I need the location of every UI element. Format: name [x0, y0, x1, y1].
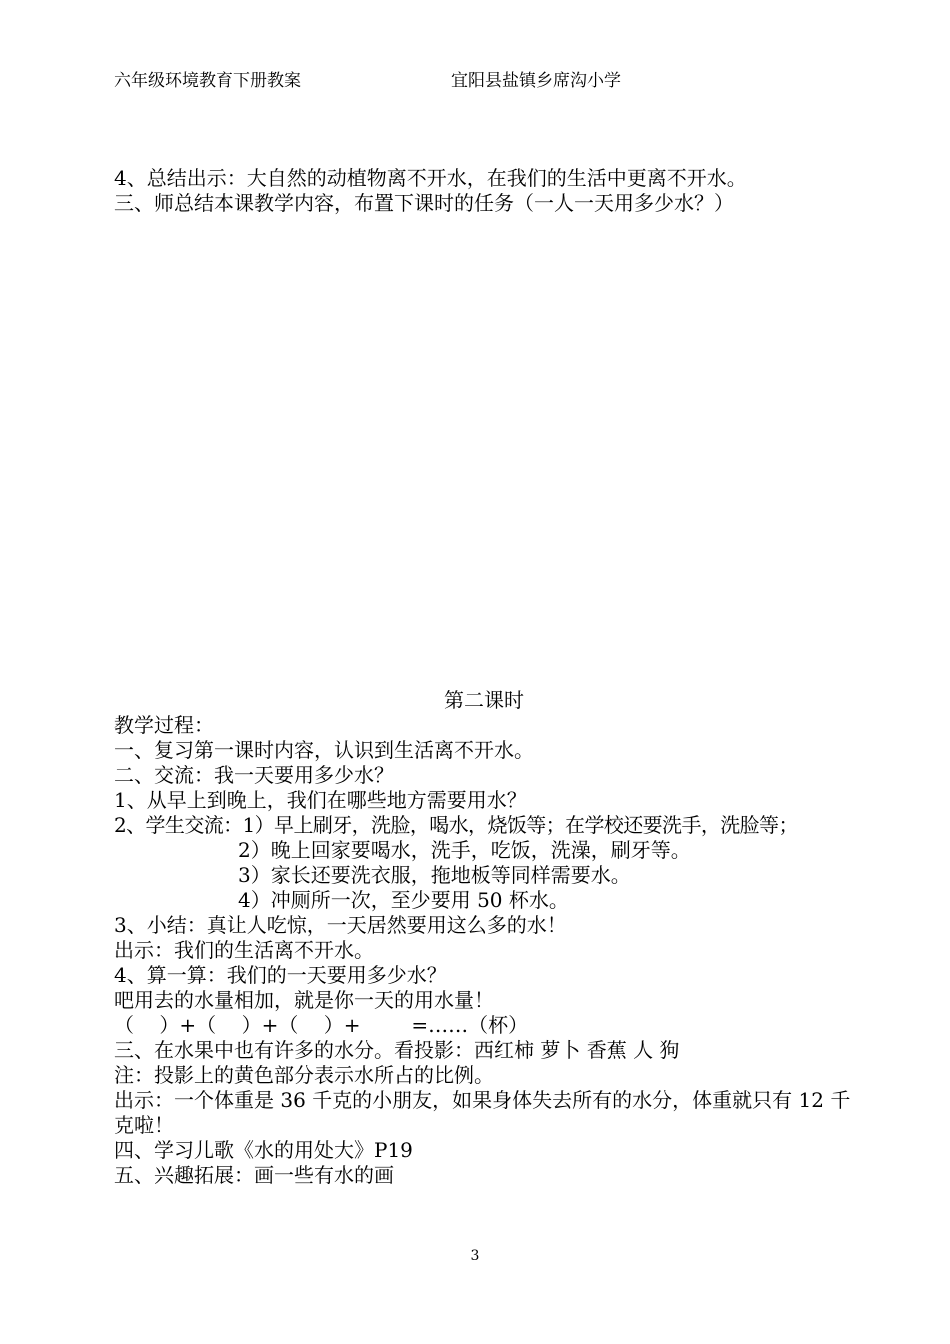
paragraph-line: 2、学生交流：1）早上刷牙，洗脸，喝水，烧饭等；在学校还要洗手，洗脸等； — [114, 813, 798, 837]
paragraph-line: 吧用去的水量相加，就是你一天的用水量！ — [114, 988, 494, 1012]
page-number: 3 — [470, 1248, 480, 1264]
paragraph-line: 2）晚上回家要喝水，洗手，吃饭，洗澡，刷牙等。 — [238, 838, 691, 862]
paragraph-line: 4、算一算：我们的一天要用多少水？ — [114, 963, 447, 987]
section-first-lesson-end — [114, 166, 854, 216]
section-second-lesson — [114, 688, 854, 1188]
header-school-name: 宜阳县盐镇乡席沟小学 — [451, 71, 621, 91]
summary-line: 4、总结出示：大自然的动植物离不开水，在我们的生活中更离不开水。 — [114, 166, 747, 190]
paragraph-line: 3、小结：真让人吃惊，一天居然要用这么多的水！ — [114, 913, 567, 937]
paragraph-line: 出示：一个体重是 36 千克的小朋友，如果身体失去所有的水分，体重就只有 12 千克啦！ — [114, 1088, 851, 1137]
assignment-line: 三、师总结本课教学内容，布置下课时的任务（一人一天用多少水？） — [114, 191, 734, 215]
calculation-formula: （ ）+（ ）+（ ）+ =……（杯） — [114, 1013, 529, 1037]
page-header — [114, 66, 854, 92]
paragraph-line: 教学过程： — [114, 713, 214, 737]
paragraph-line: 五、兴趣拓展：画一些有水的画 — [114, 1163, 394, 1187]
paragraph-line: 四、学习儿歌《水的用处大》P19 — [114, 1138, 413, 1162]
header-lesson-plan-title: 六年级环境教育下册教案 — [114, 71, 301, 91]
paragraph-line: 注：投影上的黄色部分表示水所占的比例。 — [114, 1063, 494, 1087]
paragraph-line: 4）冲厕所一次，至少要用 50 杯水。 — [238, 888, 569, 912]
paragraph-line: 出示：我们的生活离不开水。 — [114, 938, 374, 962]
paragraph-line: 3）家长还要洗衣服，拖地板等同样需要水。 — [238, 863, 631, 887]
paragraph-line: 一、复习第一课时内容，认识到生活离不开水。 — [114, 738, 534, 762]
paragraph-line: 1、从早上到晚上，我们在哪些地方需要用水？ — [114, 788, 527, 812]
section-title: 第二课时 — [444, 688, 524, 712]
paragraph-line: 二、交流：我一天要用多少水？ — [114, 763, 394, 787]
paragraph-line: 三、在水果中也有许多的水分。看投影：西红柿 萝卜 香蕉 人 狗 — [114, 1038, 680, 1062]
